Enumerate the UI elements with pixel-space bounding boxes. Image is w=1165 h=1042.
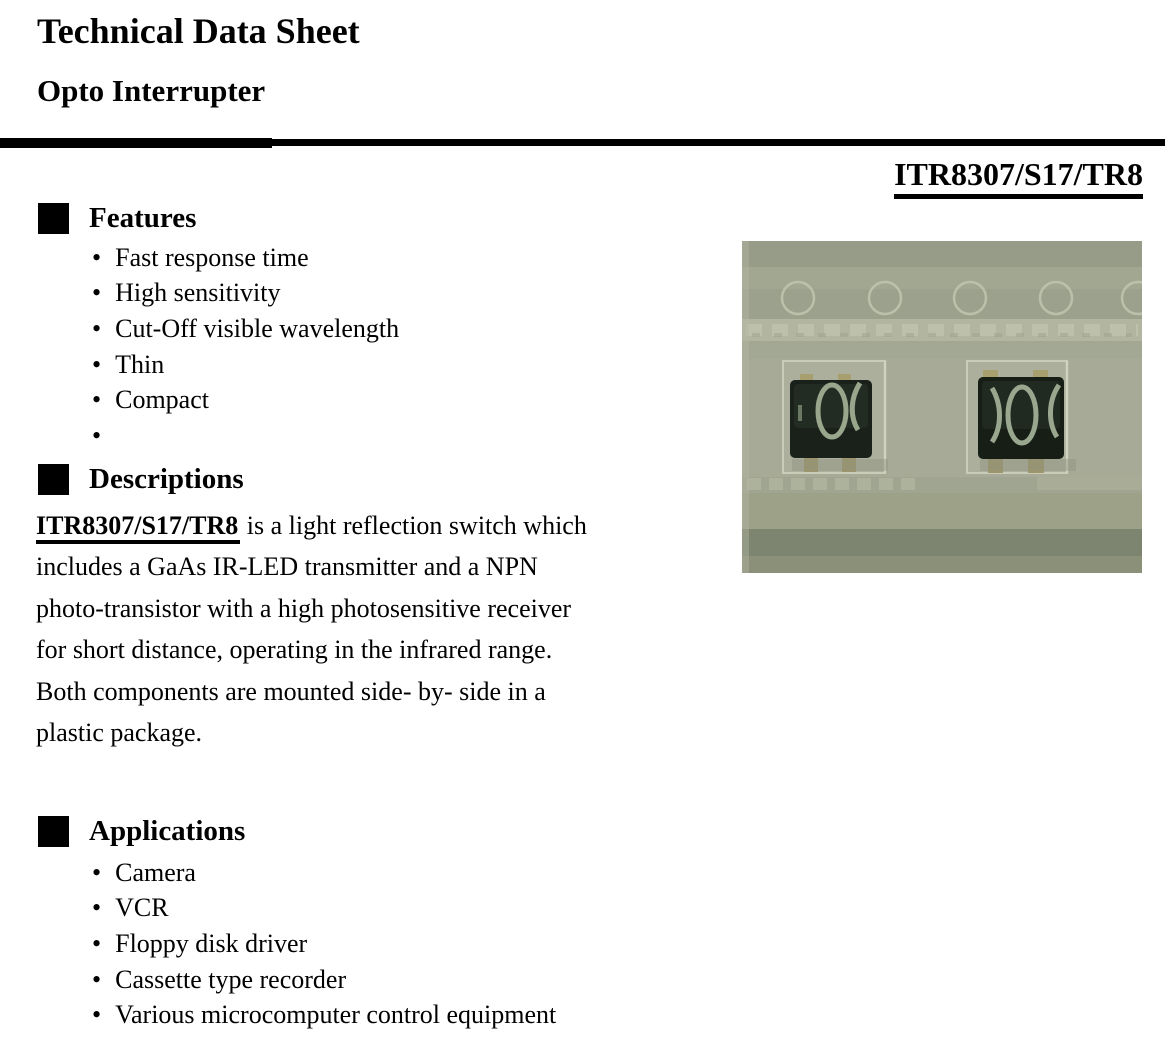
list-item <box>92 382 399 418</box>
list-item-text: • High sensitivity <box>115 278 281 308</box>
description-paragraph <box>36 505 596 753</box>
list-item <box>92 962 556 998</box>
list-item-text: • Compact <box>115 385 209 415</box>
list-item <box>92 891 556 927</box>
features-list <box>92 240 399 454</box>
list-item <box>92 311 399 347</box>
applications-list <box>92 855 556 1033</box>
list-item-empty <box>92 418 399 454</box>
section-label-descriptions: Descriptions <box>89 463 244 495</box>
section-marker-icon <box>38 203 69 234</box>
list-item-text: • Thin <box>115 349 165 379</box>
section-heading-features <box>38 203 196 235</box>
list-item-text: • Various microcomputer control equipment <box>115 1000 557 1030</box>
list-item <box>92 347 399 383</box>
list-item-text: • VCR <box>115 893 169 923</box>
list-item-text: • Fast response time <box>115 242 309 272</box>
page-subtitle: Opto Interrupter <box>37 73 266 108</box>
section-label-features: Features <box>89 202 197 234</box>
list-item <box>92 855 556 891</box>
list-item-text: • Cassette type recorder <box>115 964 347 994</box>
page-title: Technical Data Sheet <box>37 11 360 51</box>
list-item <box>92 926 556 962</box>
section-label-applications: Applications <box>89 815 246 847</box>
section-marker-icon <box>38 816 69 847</box>
header-divider <box>270 139 1165 146</box>
list-item-text: • Floppy disk driver <box>115 928 308 958</box>
product-photo <box>742 241 1142 573</box>
opto-component <box>978 370 1076 473</box>
list-item <box>92 997 556 1033</box>
section-heading-descriptions <box>38 464 244 496</box>
description-part-number: ITR8307/S17/TR8 <box>36 511 240 544</box>
list-item-text: • Camera <box>115 857 196 887</box>
description-body: is a light reflection switch which includes a GaAs IR-LED transmitter and a NPN photo-transistor with a high photosensitive receiver for short distance, operating in the infrared range. Both components are mounted side- by- side in a plastic package. <box>36 511 587 748</box>
header-divider <box>0 138 272 148</box>
section-marker-icon <box>38 464 69 495</box>
list-item <box>92 240 399 276</box>
list-item <box>92 276 399 312</box>
section-heading-applications <box>38 816 245 848</box>
list-item-text: • Cut-Off visible wavelength <box>115 313 400 343</box>
part-number: ITR8307/S17/TR8 <box>894 156 1143 199</box>
